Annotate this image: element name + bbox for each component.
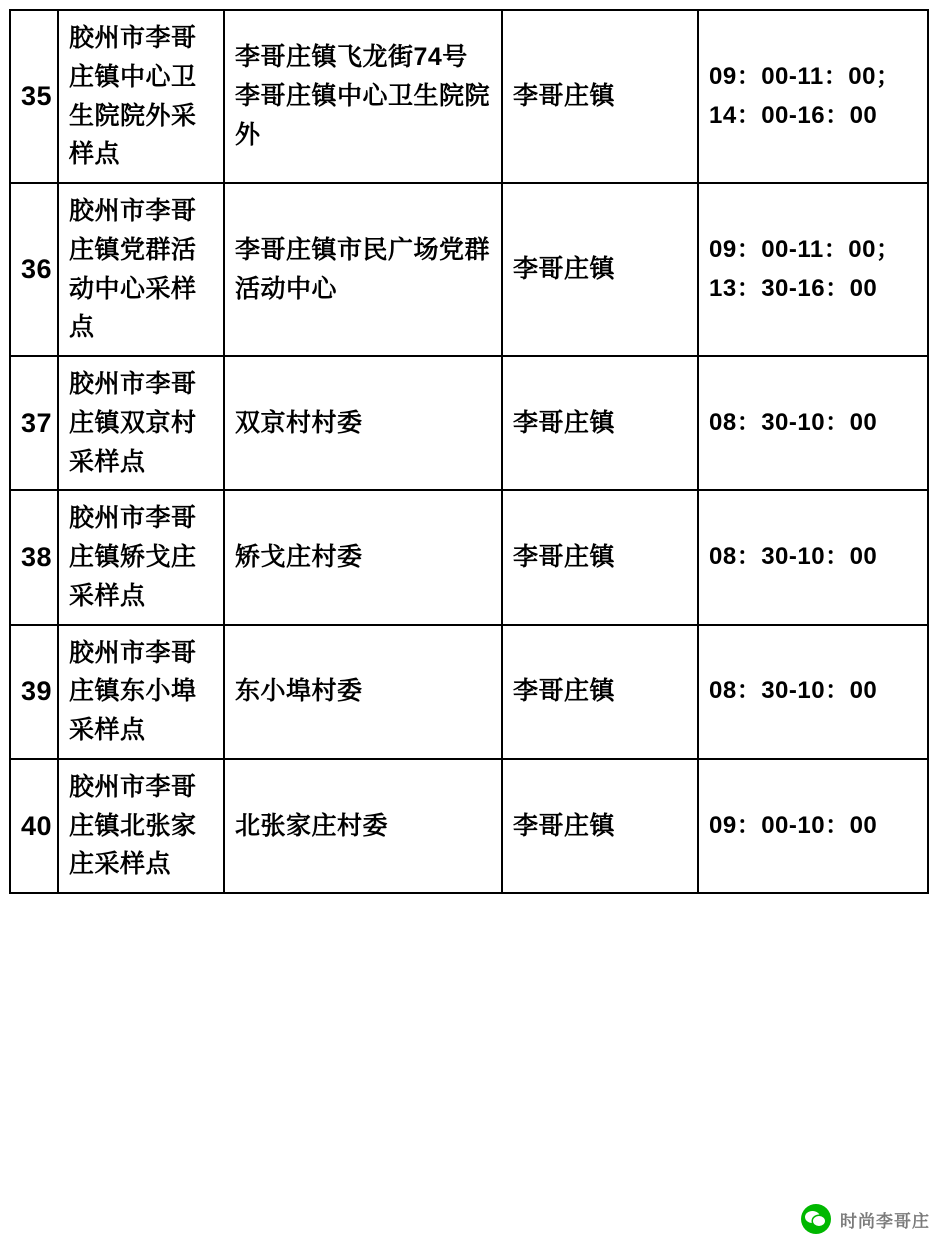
row-index-value: 40 — [21, 810, 53, 841]
table-row — [10, 625, 928, 759]
site-town: 李哥庄镇 — [502, 759, 698, 893]
site-time: 08：30-10：00 — [698, 356, 928, 490]
table-body — [10, 10, 928, 893]
site-time: 08：30-10：00 — [698, 625, 928, 759]
row-index — [10, 759, 58, 893]
site-name: 胶州市李哥庄镇东小埠采样点 — [58, 625, 224, 759]
site-town: 李哥庄镇 — [502, 10, 698, 183]
site-time: 09：00-11：00；14：00-16：00 — [698, 10, 928, 183]
site-time: 09：00-10：00 — [698, 759, 928, 893]
site-address: 李哥庄镇飞龙街74号李哥庄镇中心卫生院院外 — [224, 10, 502, 183]
table-row — [10, 183, 928, 356]
site-town: 李哥庄镇 — [502, 356, 698, 490]
watermark — [801, 1204, 930, 1234]
wechat-icon — [801, 1204, 831, 1234]
site-name: 胶州市李哥庄镇双京村采样点 — [58, 356, 224, 490]
row-index — [10, 356, 58, 490]
table-row — [10, 10, 928, 183]
site-name: 胶州市李哥庄镇中心卫生院院外采样点 — [58, 10, 224, 183]
row-index-value: 37 — [21, 407, 53, 438]
site-address: 矫戈庄村委 — [224, 490, 502, 624]
row-index — [10, 625, 58, 759]
row-index-value: 39 — [21, 676, 53, 707]
site-address: 李哥庄镇市民广场党群活动中心 — [224, 183, 502, 356]
site-name: 胶州市李哥庄镇矫戈庄采样点 — [58, 490, 224, 624]
site-time: 09：00-11：00；13：30-16：00 — [698, 183, 928, 356]
site-address: 东小埠村委 — [224, 625, 502, 759]
row-index-value: 35 — [21, 81, 53, 112]
row-index — [10, 183, 58, 356]
site-town: 李哥庄镇 — [502, 625, 698, 759]
site-town: 李哥庄镇 — [502, 490, 698, 624]
table-row — [10, 356, 928, 490]
table-row — [10, 759, 928, 893]
row-index — [10, 10, 58, 183]
site-name: 胶州市李哥庄镇北张家庄采样点 — [58, 759, 224, 893]
site-address: 双京村村委 — [224, 356, 502, 490]
site-town: 李哥庄镇 — [502, 183, 698, 356]
row-index-value: 36 — [21, 254, 53, 285]
watermark-label: 时尚李哥庄 — [840, 1211, 930, 1231]
table-row — [10, 490, 928, 624]
site-time: 08：30-10：00 — [698, 490, 928, 624]
row-index-value: 38 — [21, 542, 53, 573]
sampling-site-table — [9, 9, 929, 894]
site-name: 胶州市李哥庄镇党群活动中心采样点 — [58, 183, 224, 356]
site-address: 北张家庄村委 — [224, 759, 502, 893]
row-index — [10, 490, 58, 624]
